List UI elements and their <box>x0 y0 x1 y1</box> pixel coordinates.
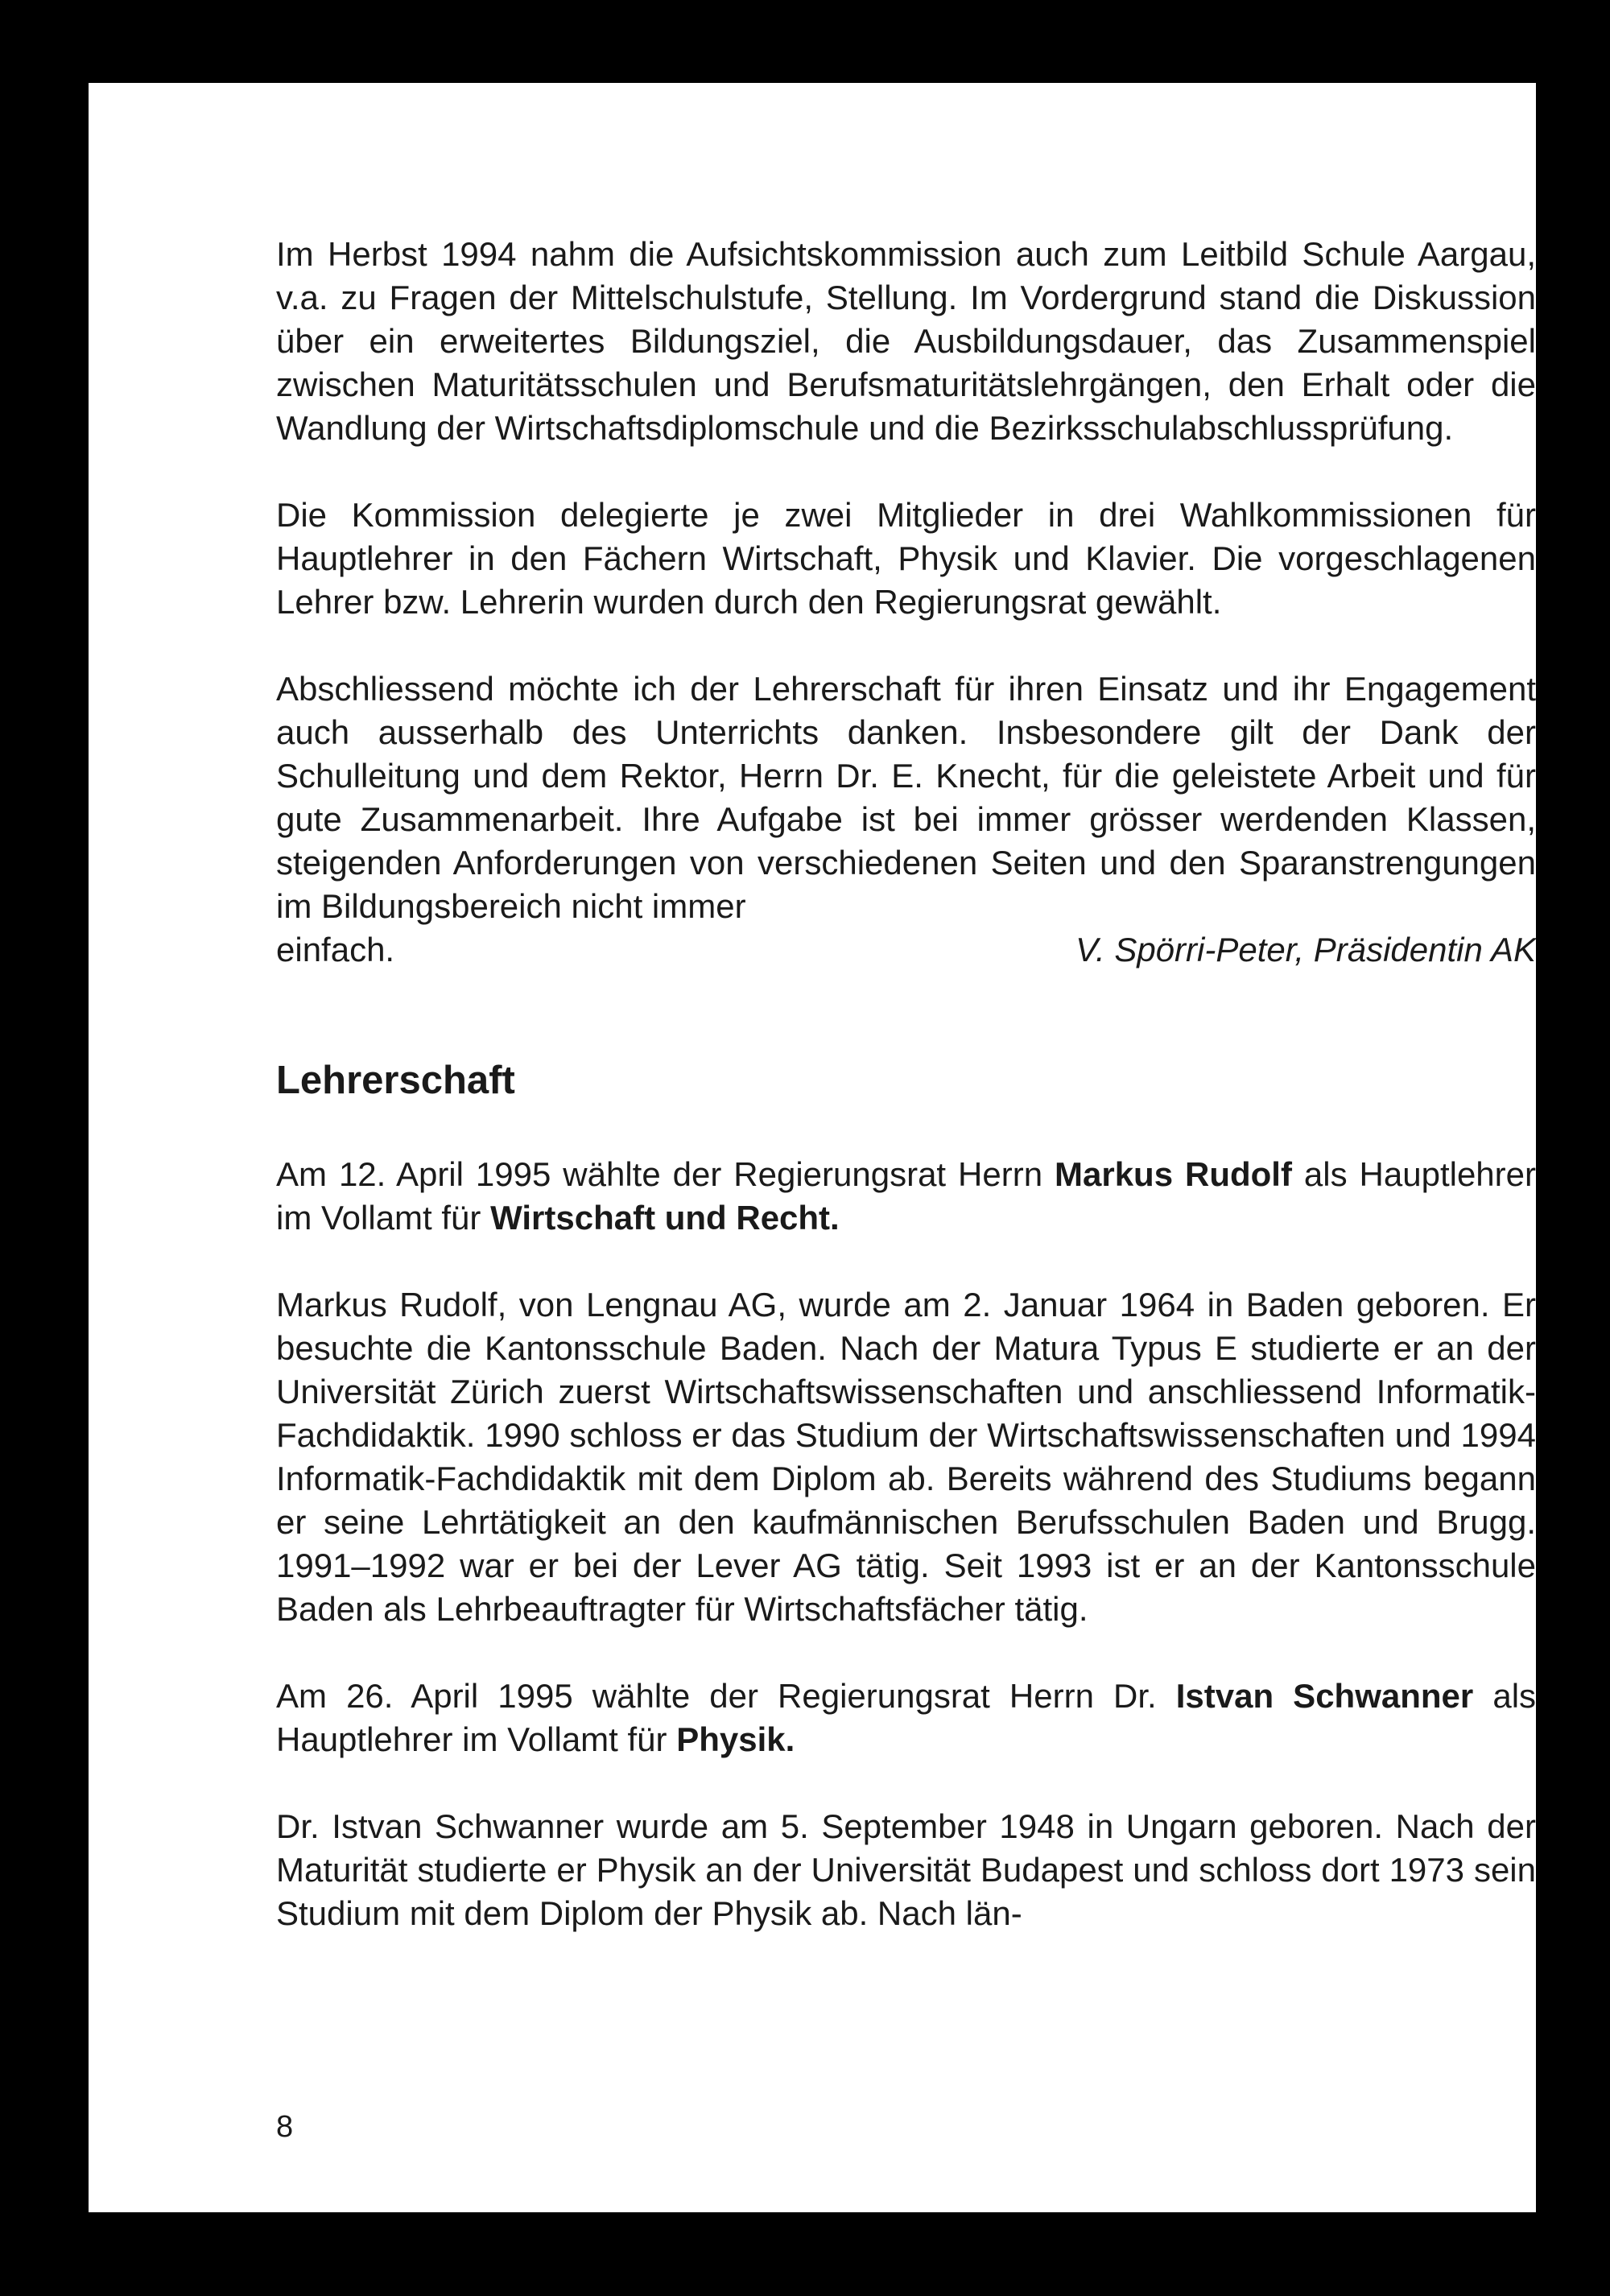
paragraph-wahl-schwanner <box>276 1675 1536 1761</box>
signature-line <box>276 928 1536 972</box>
paragraph-wahl-rudolf <box>276 1153 1536 1240</box>
paragraph-wahlkommissionen: Die Kommission delegierte je zwei Mitglieder in drei Wahlkommissionen für Hauptlehrer in den Fächern Wirtschaft, Physik und Klavier. Die vorgeschlagenen Lehrer bzw. Lehrerin wurden durch den Regierungsrat gewählt. <box>276 496 1536 621</box>
page-content <box>276 233 1536 2212</box>
signature: V. Spörri-Peter, Präsidentin AK <box>1075 931 1536 968</box>
paragraph-bio-rudolf: Markus Rudolf, von Lengnau AG, wurde am 2. Januar 1964 in Baden geboren. Er besuchte die Kantonsschule Baden. Nach der Matura Typus E studierte er an der Universität Zürich zuerst Wirtschaftswissenschaften und anschliessend Informatik-Fachdidaktik. 1990 schloss er das Studium der Wirtschaftswissenschaften und 1994 Informatik-Fachdidaktik mit dem Diplom ab. Bereits während des Studiums begann er seine Lehrtätigkeit an den kaufmännischen Berufsschulen Baden und Brugg. 1991–1992 war er bei der Lever AG tätig. Seit 1993 ist er an der Kantonsschule Baden als Lehrbeauftragter für Wirtschaftsfächer tätig. <box>276 1286 1536 1628</box>
section-heading: Lehrerschaft <box>276 1059 515 1102</box>
subject-name: Physik. <box>676 1720 795 1758</box>
teacher-name: Markus Rudolf <box>1055 1155 1292 1193</box>
text-run: Am 26. April 1995 wählte der Regierungsrat Herrn Dr. <box>276 1677 1176 1715</box>
text-run: als Hauptlehrer im Vollamt für <box>276 1155 1536 1237</box>
paragraph-dank-end: einfach. <box>276 931 395 968</box>
text-run: als Hauptlehrer im Vollamt für <box>276 1677 1536 1758</box>
subject-name: Wirtschaft und Recht. <box>490 1199 840 1237</box>
document-page <box>89 83 1536 2212</box>
text-run: Am 12. April 1995 wählte der Regierungsrat Herrn <box>276 1155 1055 1193</box>
paragraph-bio-schwanner: Dr. Istvan Schwanner wurde am 5. September 1948 in Ungarn geboren. Nach der Maturität studierte er Physik an der Universität Budapest und schloss dort 1973 sein Studium mit dem Diplom der Physik ab. Nach län- <box>276 1807 1536 1932</box>
paragraph-dank <box>276 667 1536 928</box>
teacher-name: Istvan Schwanner <box>1175 1677 1474 1715</box>
paragraph-leitbild: Im Herbst 1994 nahm die Aufsichtskommission auch zum Leitbild Schule Aargau, v.a. zu Fragen der Mittelschulstufe, Stellung. Im Vordergrund stand die Diskussion über ein erweitertes Bildungsziel, die Ausbildungsdauer, das Zusammenspiel zwischen Maturitätsschulen und Berufsmaturitätslehrgängen, den Erhalt oder die Wandlung der Wirtschaftsdiplomschule und die Bezirksschulabschlussprüfung. <box>276 235 1536 447</box>
paragraph-dank-text: Abschliessend möchte ich der Lehrerschaft für ihren Einsatz und ihr Engagement auch ausserhalb des Unterrichts danken. Insbesondere gilt der Dank der Schulleitung und dem Rektor, Herrn Dr. E. Knecht, für die geleistete Arbeit und für gute Zusammenarbeit. Ihre Aufgabe ist bei immer grösser werdenden Klassen, steigenden Anforderungen von verschiedenen Seiten und den Sparanstrengungen im Bildungsbereich nicht immer <box>276 670 1536 925</box>
page-number: 8 <box>276 2110 294 2144</box>
